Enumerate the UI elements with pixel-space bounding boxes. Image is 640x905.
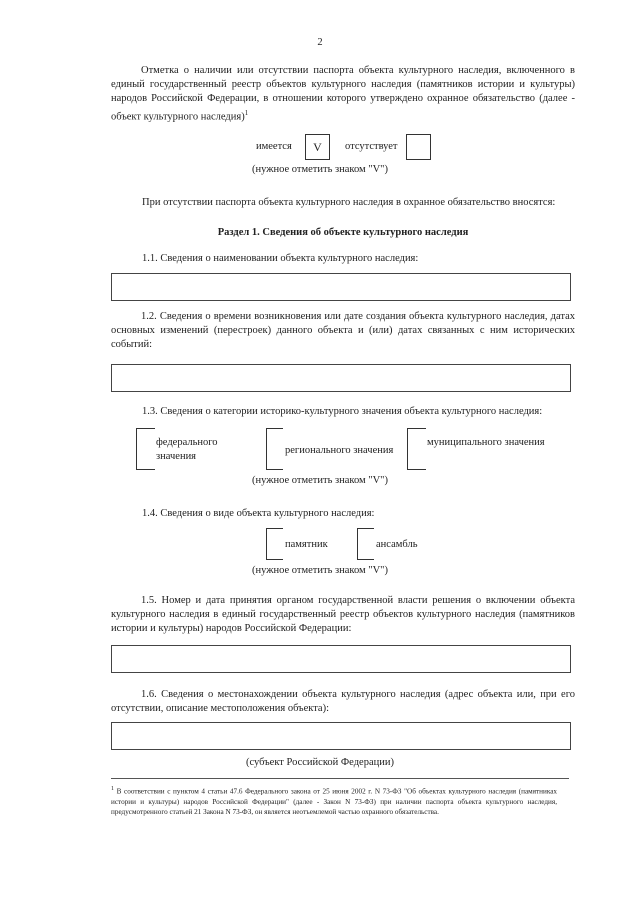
item-1-4-label: 1.4. Сведения о виде объекта культурного наследия:	[142, 508, 375, 519]
item-1-6-field[interactable]	[111, 722, 571, 750]
hint-1-4: (нужное отметить знаком "V")	[252, 565, 388, 576]
regional-checkbox[interactable]	[266, 428, 283, 470]
monument-checkbox[interactable]	[266, 528, 283, 560]
option-absent-label: отсутствует	[345, 141, 398, 152]
item-1-3-label: 1.3. Сведения о категории историко-культурного значения объекта культурного наследия:	[142, 406, 543, 417]
opt-federal-label: федерального значения	[156, 437, 218, 462]
item-1-6-caption: (субъект Российской Федерации)	[246, 757, 394, 768]
hint-intro: (нужное отметить знаком "V")	[252, 164, 388, 175]
option-present-checkbox[interactable]: V	[305, 134, 330, 160]
intro-text: Отметка о наличии или отсутствии паспорта объекта культурного наследия, включенного в единый государственный реестр объектов культурного наследия (памятников истории и культуры) народов Российской Федерации, в отношении которого утверждено охранное обязательство (далее - объект культурного наследия)	[111, 65, 575, 123]
footnote	[111, 784, 557, 818]
hint-1-3: (нужное отметить знаком "V")	[252, 475, 388, 486]
item-1-1-field[interactable]	[111, 273, 571, 301]
federal-checkbox[interactable]	[136, 428, 155, 470]
item-1-5-label: 1.5. Номер и дата принятия органом государственной власти решения о включении объекта культурного наследия в единый государственный реестр объектов культурного наследия (памятников истории и культуры) народов Российской Федерации:	[111, 595, 575, 634]
opt-monument-label: памятник	[285, 539, 328, 550]
item-1-2-label: 1.2. Сведения о времени возникновения или дате создания объекта культурного наследия, датах основных изменений (перестроек) данного объекта и (или) датах связанных с ним исторических событий:	[111, 311, 575, 350]
footnote-mark: 1	[111, 786, 114, 792]
absence-note: При отсутствии паспорта объекта культурного наследия в охранное обязательство вносятся:	[142, 197, 556, 208]
intro-paragraph	[111, 64, 575, 125]
opt-municipal-label: муниципального значения	[427, 437, 545, 448]
municipal-checkbox[interactable]	[407, 428, 426, 470]
item-1-2-field[interactable]	[111, 364, 571, 392]
opt-ensemble-label: ансамбль	[376, 539, 418, 550]
ensemble-checkbox[interactable]	[357, 528, 374, 560]
footnote-text: В соответствии с пунктом 4 статьи 47.6 Федерального закона от 25 июня 2002 г. N 73-ФЗ "Об объектах культурного наследия (памятниках истории и культуры) народов Российской Федерации" (далее - Закон N 73-ФЗ) при наличии паспорта объекта культурного наследия, предусмотренного статьей 21 Закона N 73-ФЗ, он является неотъемлемой частью охранного обязательства.	[111, 787, 558, 817]
footnote-separator	[111, 778, 569, 779]
section-title: Раздел 1. Сведения об объекте культурного наследия	[217, 227, 469, 238]
opt-regional-label: регионального значения	[285, 445, 394, 456]
option-present-label: имеется	[256, 141, 292, 152]
item-1-5-field[interactable]	[111, 645, 571, 673]
footnote-ref: 1	[244, 109, 249, 117]
item-1-6-label: 1.6. Сведения о местонахождении объекта культурного наследия (адрес объекта или, при его отсутствии, описание местоположения объекта):	[111, 689, 575, 714]
page-number: 2	[317, 37, 323, 48]
item-1-1-label: 1.1. Сведения о наименовании объекта культурного наследия:	[142, 253, 419, 264]
option-absent-checkbox[interactable]	[406, 134, 431, 160]
